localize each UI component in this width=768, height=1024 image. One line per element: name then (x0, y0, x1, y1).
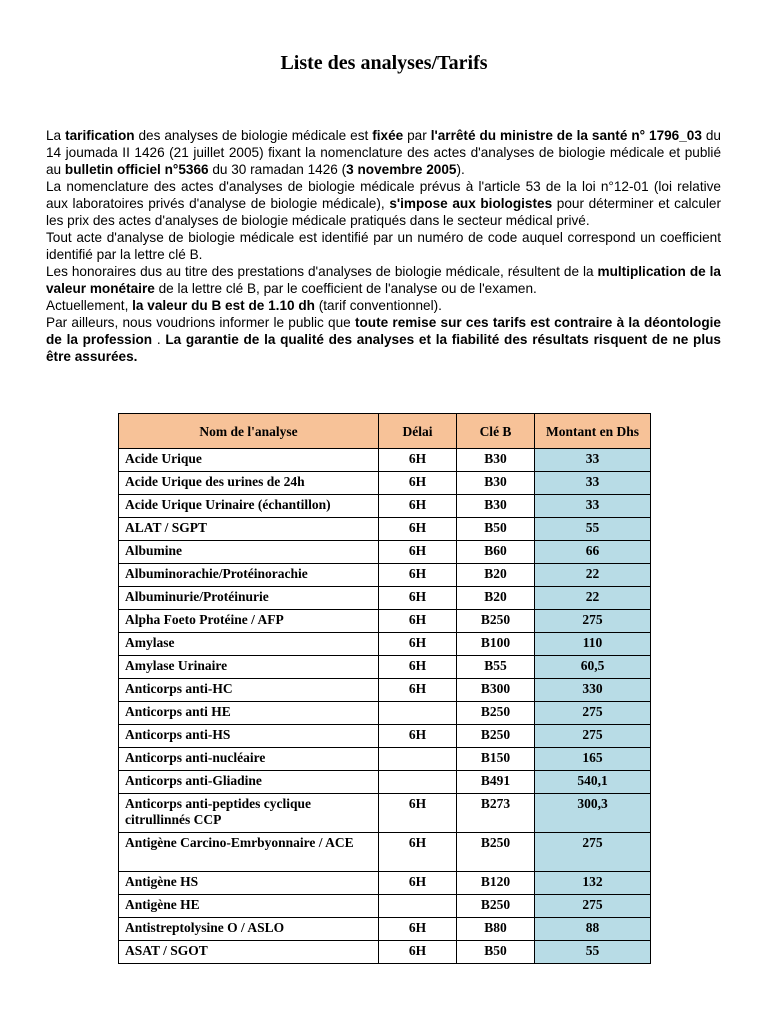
cell-montant: 165 (535, 748, 651, 771)
cell-montant: 275 (535, 702, 651, 725)
cell-montant: 22 (535, 587, 651, 610)
cell-delai: 6H (379, 495, 457, 518)
cell-delai: 6H (379, 449, 457, 472)
tarifs-table (118, 413, 651, 964)
table-row (119, 725, 651, 748)
table-row (119, 610, 651, 633)
cell-nom-analyse: Anticorps anti-HS (119, 725, 379, 748)
cell-cle-b: B50 (457, 941, 535, 964)
cell-delai: 6H (379, 656, 457, 679)
table-row (119, 449, 651, 472)
cell-montant: 60,5 (535, 656, 651, 679)
cell-nom-analyse: Acide Urique Urinaire (échantillon) (119, 495, 379, 518)
cell-montant: 22 (535, 564, 651, 587)
cell-nom-analyse: Antigène Carcino-Emrbyonnaire / ACE (119, 833, 379, 872)
cell-delai: 6H (379, 564, 457, 587)
cell-montant: 330 (535, 679, 651, 702)
cell-cle-b: B250 (457, 895, 535, 918)
cell-delai (379, 702, 457, 725)
cell-montant: 132 (535, 872, 651, 895)
cell-cle-b: B20 (457, 587, 535, 610)
cell-montant: 55 (535, 941, 651, 964)
cell-cle-b: B80 (457, 918, 535, 941)
cell-nom-analyse: Albumine (119, 541, 379, 564)
cell-nom-analyse: Alpha Foeto Protéine / AFP (119, 610, 379, 633)
intro-paragraph: Tout acte d'analyse de biologie médicale est identifié par un numéro de code auquel correspond un coefficient identifié par la lettre clé B. (46, 230, 721, 262)
cell-cle-b: B491 (457, 771, 535, 794)
cell-nom-analyse: Albuminorachie/Protéinorachie (119, 564, 379, 587)
page-title: Liste des analyses/Tarifs (280, 52, 488, 74)
cell-nom-analyse: Anticorps anti-peptides cyclique citrullinnés CCP (119, 794, 379, 833)
table-row (119, 656, 651, 679)
cell-montant: 275 (535, 725, 651, 748)
table-row (119, 541, 651, 564)
cell-nom-analyse: Anticorps anti-nucléaire (119, 748, 379, 771)
cell-nom-analyse: Albuminurie/Protéinurie (119, 587, 379, 610)
cell-montant: 540,1 (535, 771, 651, 794)
cell-nom-analyse: Antigène HS (119, 872, 379, 895)
cell-delai: 6H (379, 725, 457, 748)
cell-delai (379, 771, 457, 794)
intro-text (46, 127, 721, 365)
cell-cle-b: B55 (457, 656, 535, 679)
table-body (119, 449, 651, 964)
intro-paragraph: Les honoraires dus au titre des prestations d'analyses de biologie médicale, résultent de la multiplication de la valeur monétaire de la lettre clé B, par le coefficient de l'analyse ou de l'examen. (46, 264, 721, 296)
cell-delai: 6H (379, 610, 457, 633)
cell-montant: 110 (535, 633, 651, 656)
cell-cle-b: B250 (457, 702, 535, 725)
cell-nom-analyse: Anticorps anti HE (119, 702, 379, 725)
table-row (119, 495, 651, 518)
table-row (119, 895, 651, 918)
cell-nom-analyse: Amylase (119, 633, 379, 656)
cell-delai: 6H (379, 794, 457, 833)
cell-montant: 33 (535, 495, 651, 518)
cell-cle-b: B250 (457, 610, 535, 633)
cell-montant: 33 (535, 449, 651, 472)
table-row (119, 918, 651, 941)
cell-delai (379, 895, 457, 918)
table-row (119, 679, 651, 702)
cell-montant: 66 (535, 541, 651, 564)
intro-paragraph: Par ailleurs, nous voudrions informer le public que toute remise sur ces tarifs est contraire à la déontologie de la profession . La garantie de la qualité des analyses et la fiabilité des résultats risquent de ne plus être assurées. (46, 315, 721, 364)
table-row (119, 587, 651, 610)
cell-delai: 6H (379, 633, 457, 656)
table-row (119, 771, 651, 794)
cell-cle-b: B250 (457, 725, 535, 748)
cell-delai: 6H (379, 518, 457, 541)
header-nom-analyse: Nom de l'analyse (119, 414, 379, 449)
cell-nom-analyse: Anticorps anti-HC (119, 679, 379, 702)
cell-delai: 6H (379, 872, 457, 895)
intro-paragraph: La nomenclature des actes d'analyses de biologie médicale prévus à l'article 53 de la loi n°12-01 (loi relative aux laboratoires privés d'analyse de biologie médicale), s'impose aux biologistes pour déterminer et calculer les prix des actes d'analyses de biologie médicale pratiqués dans le secteur médical privé. (46, 179, 722, 228)
table-row (119, 518, 651, 541)
cell-montant: 275 (535, 610, 651, 633)
cell-nom-analyse: Anticorps anti-Gliadine (119, 771, 379, 794)
cell-montant: 33 (535, 472, 651, 495)
cell-montant: 275 (535, 833, 651, 872)
cell-delai: 6H (379, 941, 457, 964)
cell-cle-b: B150 (457, 748, 535, 771)
cell-cle-b: B100 (457, 633, 535, 656)
table-row (119, 794, 651, 833)
intro-paragraph: La tarification des analyses de biologie médicale est fixée par l'arrêté du ministre de la santé n° 1796_03 du 14 joumada II 1426 (21 juillet 2005) fixant la nomenclature des actes d'analyses de biologie médicale et publié au bulletin officiel n°5366 du 30 ramadan 1426 (3 novembre 2005). (46, 128, 721, 177)
cell-nom-analyse: Antigène HE (119, 895, 379, 918)
cell-nom-analyse: Amylase Urinaire (119, 656, 379, 679)
header-delai: Délai (379, 414, 457, 449)
intro-paragraph: Actuellement, la valeur du B est de 1.10 dh (tarif conventionnel). (46, 298, 442, 313)
cell-cle-b: B50 (457, 518, 535, 541)
cell-cle-b: B30 (457, 449, 535, 472)
cell-nom-analyse: ASAT / SGOT (119, 941, 379, 964)
cell-cle-b: B120 (457, 872, 535, 895)
cell-cle-b: B60 (457, 541, 535, 564)
cell-cle-b: B300 (457, 679, 535, 702)
table-row (119, 633, 651, 656)
table-header-row (119, 414, 651, 449)
cell-montant: 88 (535, 918, 651, 941)
cell-cle-b: B30 (457, 495, 535, 518)
cell-nom-analyse: ALAT / SGPT (119, 518, 379, 541)
cell-delai: 6H (379, 587, 457, 610)
cell-delai: 6H (379, 679, 457, 702)
cell-montant: 275 (535, 895, 651, 918)
table-row (119, 702, 651, 725)
cell-delai: 6H (379, 472, 457, 495)
cell-cle-b: B250 (457, 833, 535, 872)
table-row (119, 941, 651, 964)
cell-nom-analyse: Acide Urique (119, 449, 379, 472)
header-montant: Montant en Dhs (535, 414, 651, 449)
table-row (119, 564, 651, 587)
table-row (119, 472, 651, 495)
cell-delai (379, 748, 457, 771)
cell-montant: 55 (535, 518, 651, 541)
cell-nom-analyse: Acide Urique des urines de 24h (119, 472, 379, 495)
cell-delai: 6H (379, 918, 457, 941)
cell-cle-b: B20 (457, 564, 535, 587)
cell-cle-b: B30 (457, 472, 535, 495)
cell-nom-analyse: Antistreptolysine O / ASLO (119, 918, 379, 941)
table-row (119, 833, 651, 872)
cell-delai: 6H (379, 541, 457, 564)
table-row (119, 748, 651, 771)
cell-montant: 300,3 (535, 794, 651, 833)
header-cle-b: Clé B (457, 414, 535, 449)
table-row (119, 872, 651, 895)
cell-delai: 6H (379, 833, 457, 872)
cell-cle-b: B273 (457, 794, 535, 833)
